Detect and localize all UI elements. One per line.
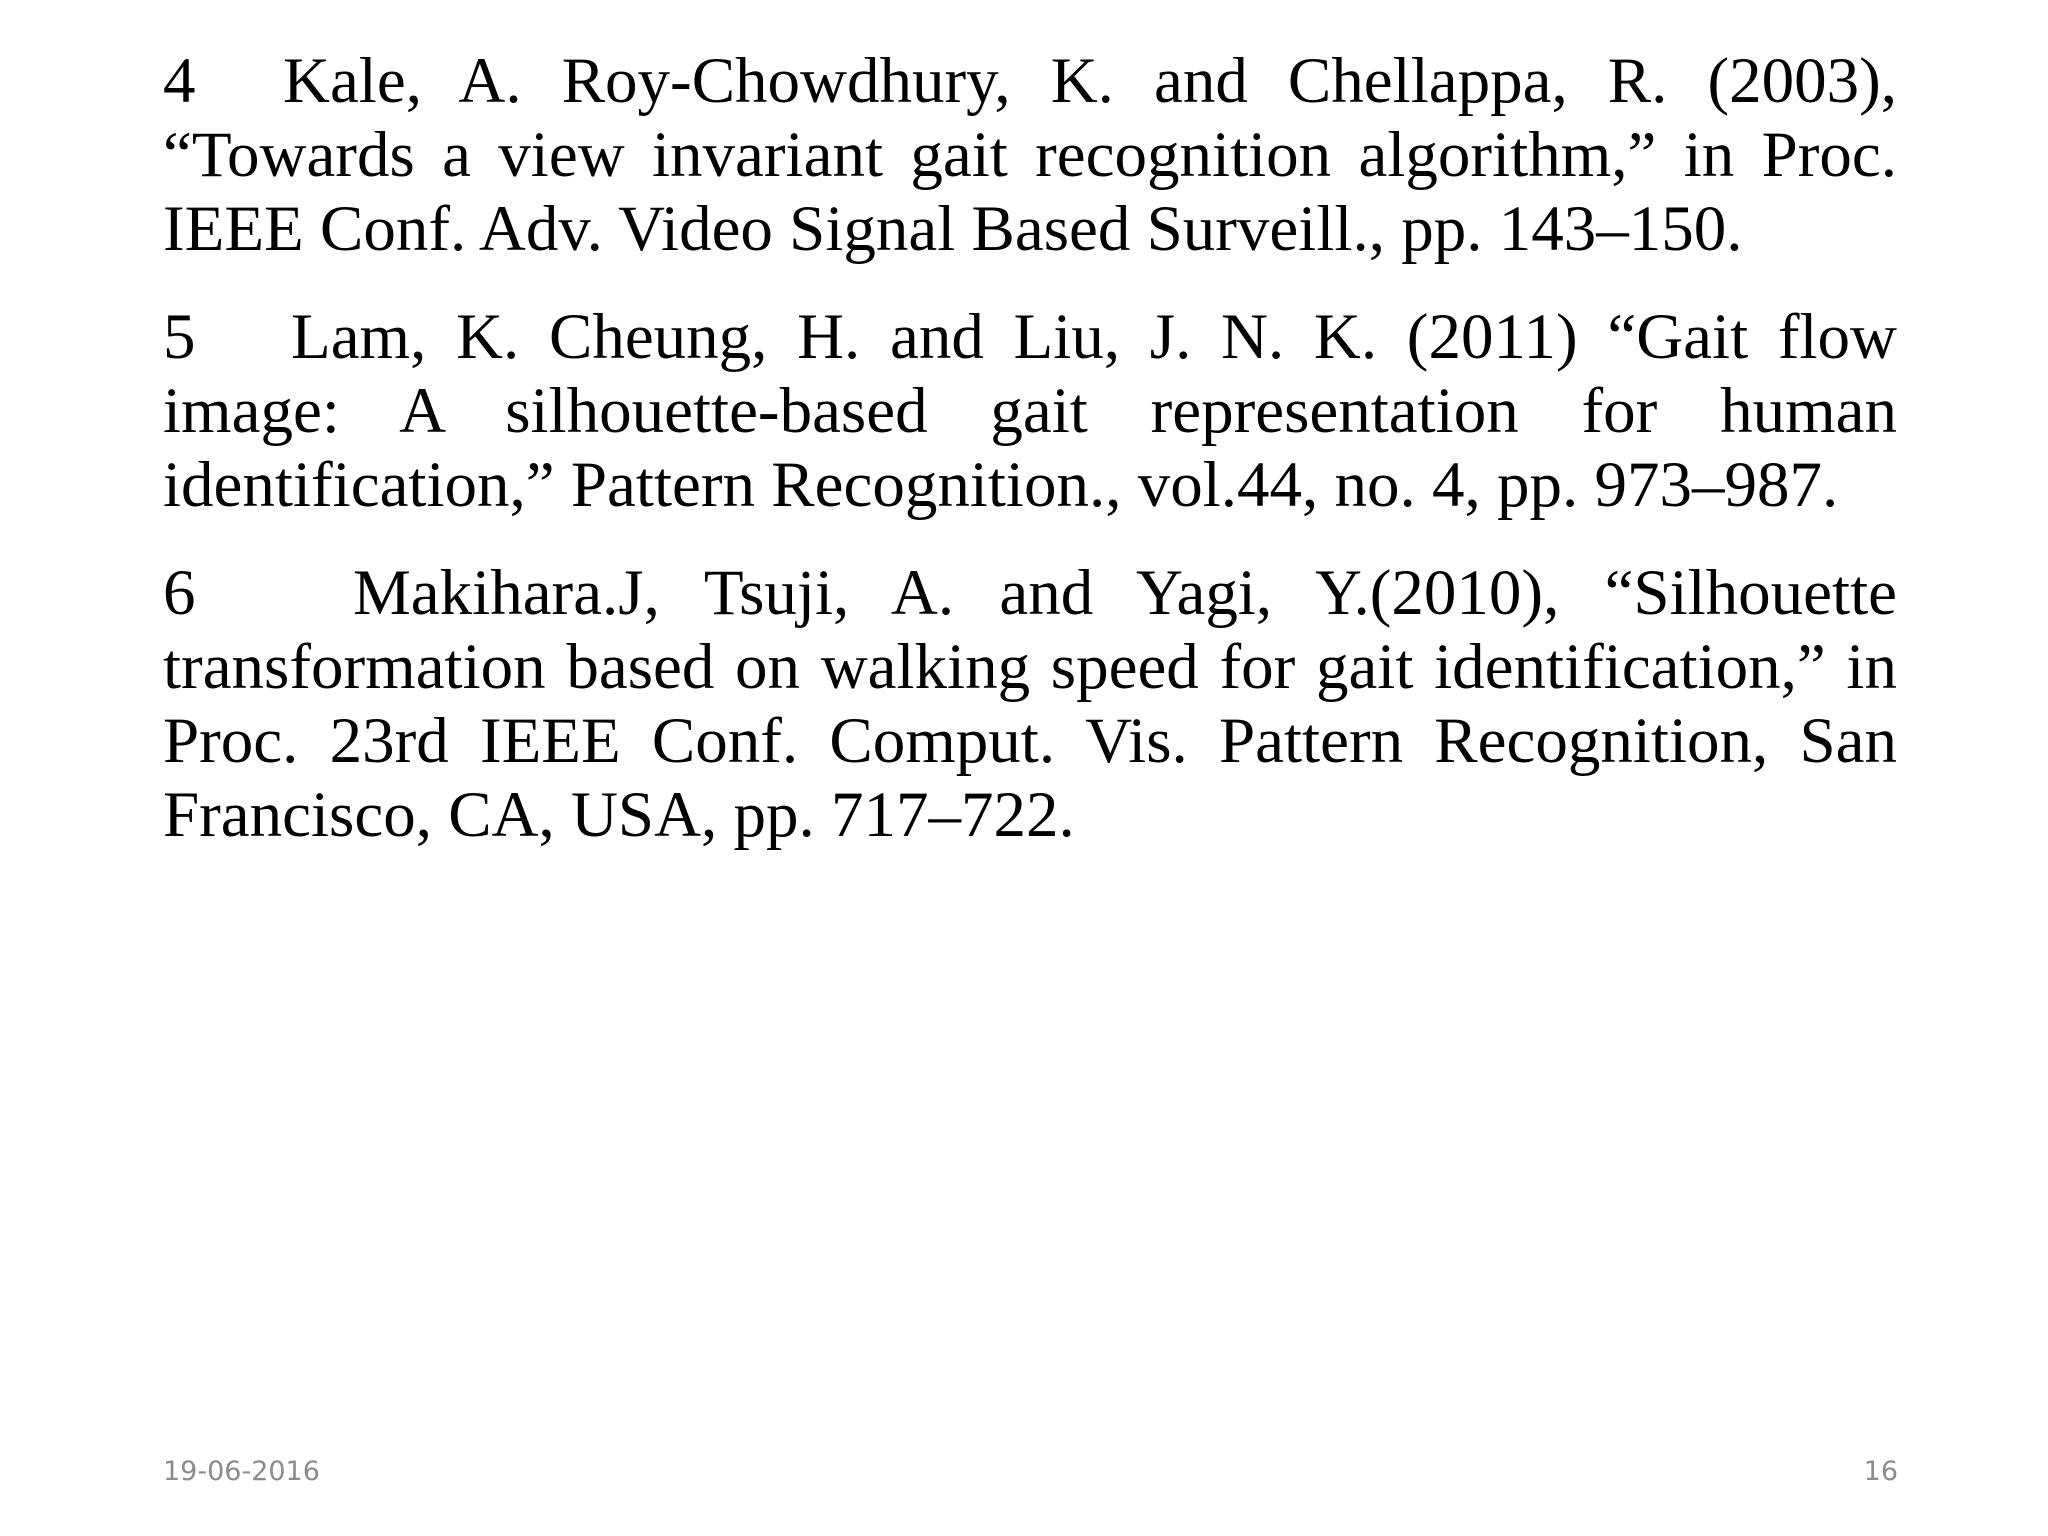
reference-item-6 (163, 556, 1897, 852)
footer-page-number: 16 (1863, 1456, 1898, 1487)
reference-number: 4 (163, 45, 196, 117)
reference-text: Lam, K. Cheung, H. and Liu, J. N. K. (2011) “Gait flow image: A silhouette-based gait representation for human identification,” Pattern Recognition., vol.44, no. 4, pp. 973–987. (163, 301, 1897, 521)
reference-item-5 (163, 300, 1897, 522)
reference-item-4 (163, 44, 1897, 266)
reference-number: 6 (163, 557, 196, 629)
reference-number: 5 (163, 301, 196, 373)
reference-text: Kale, A. Roy-Chowdhury, K. and Chellappa, R. (2003), “Towards a view invariant gait recognition algorithm,” in Proc. IEEE Conf. Adv. Video Signal Based Surveill., pp. 143–150. (163, 45, 1897, 265)
reference-list (163, 44, 1897, 886)
reference-text: Makihara.J, Tsuji, A. and Yagi, Y.(2010), “Silhouette transformation based on walking speed for gait identification,” in Proc. 23rd IEEE Conf. Comput. Vis. Pattern Recognition, San Francisco, CA, USA, pp. 717–722. (163, 557, 1897, 851)
footer-date: 19-06-2016 (163, 1456, 320, 1487)
